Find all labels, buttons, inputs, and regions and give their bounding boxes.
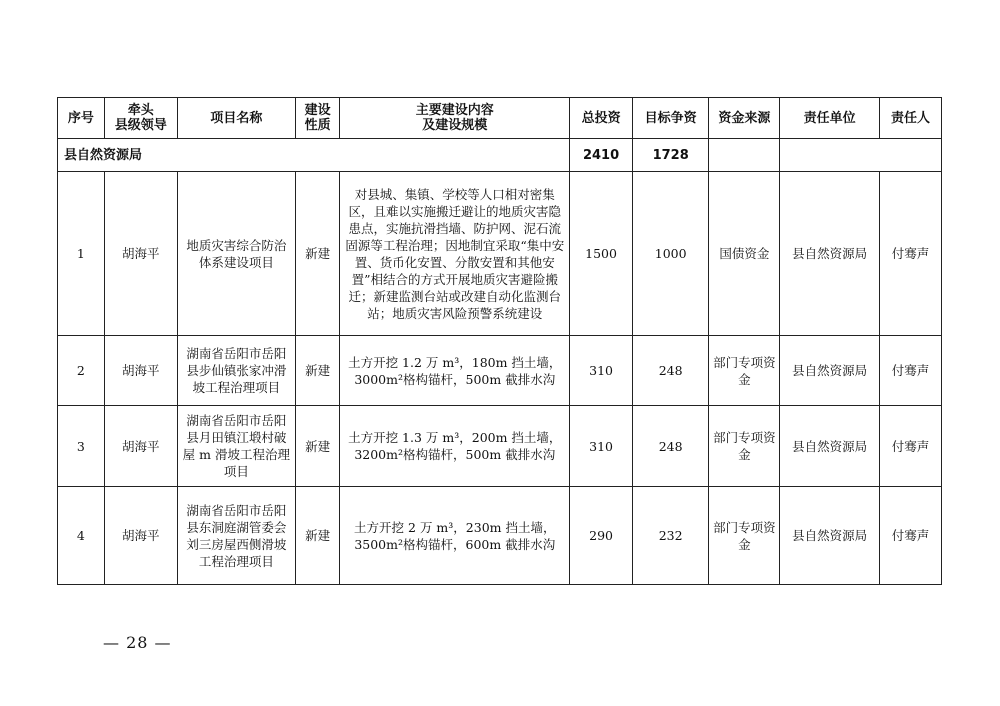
cell-name: 地质灾害综合防治体系建设项目 <box>177 172 295 336</box>
header-person: 责任人 <box>879 98 941 139</box>
table-row <box>58 487 942 585</box>
cell-total: 290 <box>570 487 633 585</box>
cell-unit: 县自然资源局 <box>780 406 880 487</box>
cell-person: 付骞声 <box>879 336 941 406</box>
header-content-text: 主要建设内容 及建设规模 <box>415 103 494 133</box>
cell-content: 对县城、集镇、学校等人口相对密集区，且难以实施搬迁避让的地质灾害隐患点，实施抗滑挡墙、防护网、泥石流固源等工程治理；因地制宜采取“集中安置、货币化安置、分散安置和其他安置”相结合的方式开展地质灾害避险搬迁；新建监测台站或改建自动化监测台站；地质灾害风险预警系统建设 <box>340 172 570 336</box>
cell-nature: 新建 <box>295 172 340 336</box>
cell-target: 232 <box>633 487 709 585</box>
department-row <box>58 139 942 172</box>
header-leader <box>104 98 177 139</box>
header-nature-text: 建设 性质 <box>304 103 331 133</box>
header-total: 总投资 <box>570 98 633 139</box>
header-unit: 责任单位 <box>780 98 880 139</box>
cell-leader: 胡海平 <box>104 336 177 406</box>
cell-target: 248 <box>633 336 709 406</box>
cell-target: 1000 <box>633 172 709 336</box>
cell-seq: 1 <box>58 172 105 336</box>
page-number: — 28 — <box>103 633 172 652</box>
department-total: 2410 <box>570 139 633 172</box>
header-nature <box>295 98 340 139</box>
cell-unit: 县自然资源局 <box>780 172 880 336</box>
cell-unit: 县自然资源局 <box>780 336 880 406</box>
cell-target: 248 <box>633 406 709 487</box>
header-name: 项目名称 <box>177 98 295 139</box>
header-target: 目标争资 <box>633 98 709 139</box>
cell-source: 部门专项资金 <box>709 406 780 487</box>
cell-leader: 胡海平 <box>104 406 177 487</box>
cell-nature: 新建 <box>295 406 340 487</box>
cell-content: 土方开挖 1.2 万 m³，180m 挡土墙，3000m²格构锚杆，500m 截排水沟 <box>340 336 570 406</box>
cell-unit: 县自然资源局 <box>780 487 880 585</box>
header-leader-text: 牵头 县级领导 <box>114 103 167 133</box>
department-name: 县自然资源局 <box>58 139 570 172</box>
header-source: 资金来源 <box>709 98 780 139</box>
table-row <box>58 406 942 487</box>
header-seq: 序号 <box>58 98 105 139</box>
cell-name: 湖南省岳阳市岳阳县东洞庭湖管委会刘三房屋西侧滑坡工程治理项目 <box>177 487 295 585</box>
cell-leader: 胡海平 <box>104 172 177 336</box>
cell-seq: 4 <box>58 487 105 585</box>
department-empty <box>780 139 942 172</box>
cell-nature: 新建 <box>295 487 340 585</box>
cell-person: 付骞声 <box>879 172 941 336</box>
cell-source: 部门专项资金 <box>709 487 780 585</box>
cell-leader: 胡海平 <box>104 487 177 585</box>
department-target: 1728 <box>633 139 709 172</box>
cell-source: 国债资金 <box>709 172 780 336</box>
cell-seq: 2 <box>58 336 105 406</box>
cell-content: 土方开挖 1.3 万 m³，200m 挡土墙，3200m²格构锚杆，500m 截排水沟 <box>340 406 570 487</box>
cell-person: 付骞声 <box>879 487 941 585</box>
cell-nature: 新建 <box>295 336 340 406</box>
project-table <box>57 97 942 585</box>
cell-person: 付骞声 <box>879 406 941 487</box>
cell-total: 1500 <box>570 172 633 336</box>
cell-name: 湖南省岳阳市岳阳县步仙镇张家冲滑坡工程治理项目 <box>177 336 295 406</box>
cell-source: 部门专项资金 <box>709 336 780 406</box>
department-source-empty <box>709 139 780 172</box>
table-row <box>58 336 942 406</box>
header-content <box>340 98 570 139</box>
cell-content: 土方开挖 2 万 m³，230m 挡土墙，3500m²格构锚杆，600m 截排水沟 <box>340 487 570 585</box>
cell-total: 310 <box>570 336 633 406</box>
cell-name: 湖南省岳阳市岳阳县月田镇江塅村破屋 m 滑坡工程治理项目 <box>177 406 295 487</box>
header-row <box>58 98 942 139</box>
table-row <box>58 172 942 336</box>
cell-seq: 3 <box>58 406 105 487</box>
cell-total: 310 <box>570 406 633 487</box>
